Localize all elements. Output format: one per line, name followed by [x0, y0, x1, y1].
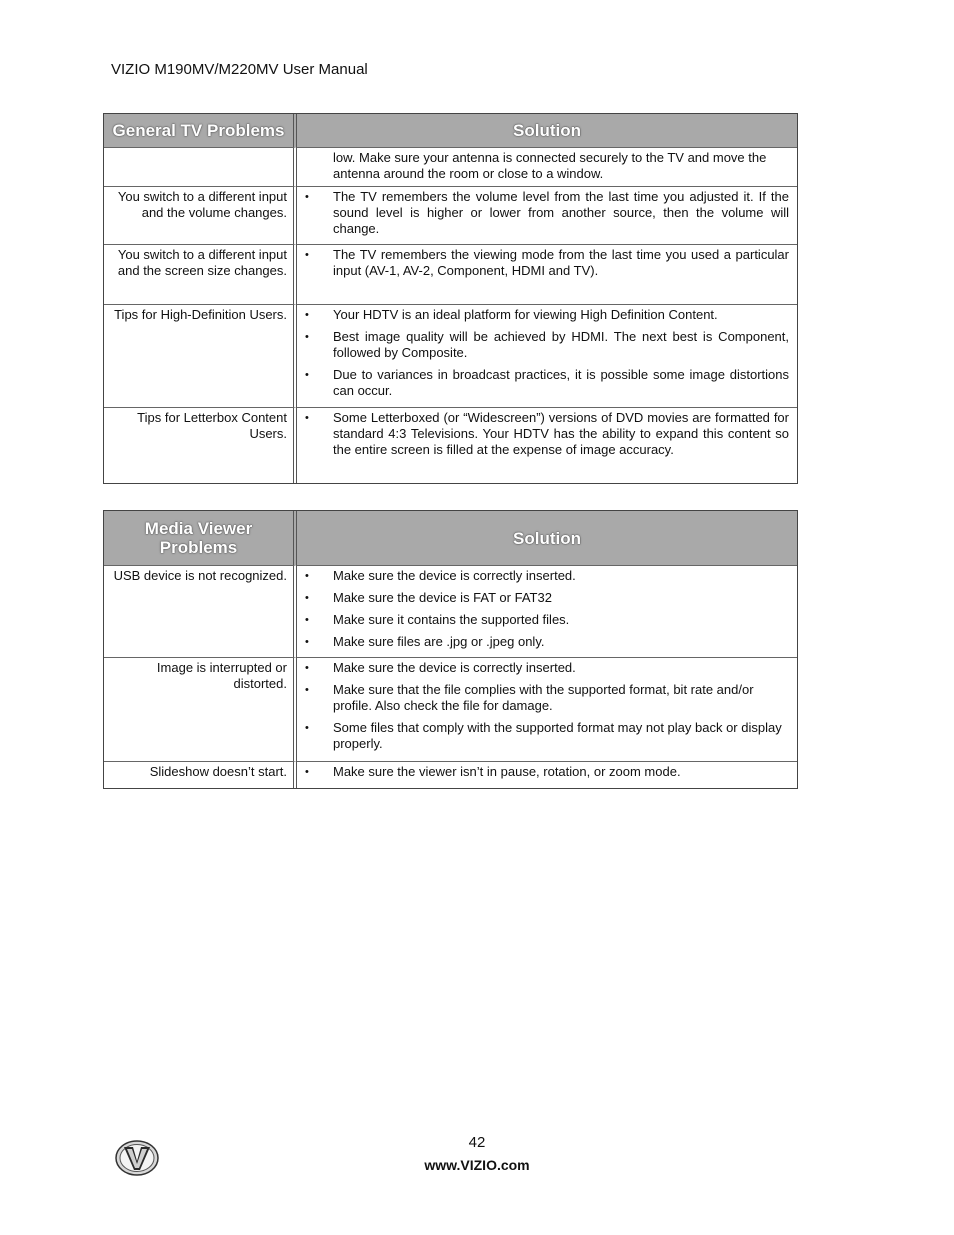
solution-item: • The TV remembers the viewing mode from the last time you used a particular input (AV-1, AV-2, Component, HDMI and TV). — [303, 247, 789, 279]
table-row — [104, 565, 797, 657]
solution-item: • Make sure the device is correctly inserted. — [303, 660, 789, 676]
solution-item: • Make sure files are .jpg or .jpeg only. — [303, 634, 789, 650]
solution-item: • Some files that comply with the supported format may not play back or display properly. — [303, 720, 789, 752]
solution-item: • Make sure the device is FAT or FAT32 — [303, 590, 789, 606]
problem-cell: USB device is not recognized. — [104, 565, 297, 657]
column-header-solution: Solution — [297, 511, 797, 565]
table-row — [104, 186, 797, 244]
solution-item: • Make sure the device is correctly inserted. — [303, 568, 789, 584]
column-header-problem: General TV Problems — [104, 114, 297, 147]
website-link[interactable]: www.VIZIO.com — [424, 1157, 530, 1173]
solution-cell — [297, 147, 797, 186]
column-header-problem — [104, 511, 297, 565]
solution-item: • Some Letterboxed (or “Widescreen”) versions of DVD movies are formatted for standard 4:3 Televisions. Your HDTV has the ability to expand this content so the entire screen is filled at the expense of image accuracy. — [303, 410, 789, 458]
solution-item: • Best image quality will be achieved by HDMI. The next best is Component, followed by Composite. — [303, 329, 789, 361]
column-header-problem-line2: Problems — [159, 538, 238, 557]
page-number: 42 — [468, 1134, 486, 1151]
solution-item: • Make sure it contains the supported files. — [303, 612, 789, 628]
problem-cell — [104, 147, 297, 186]
problem-cell: You switch to a different input and the volume changes. — [104, 186, 297, 244]
problem-cell: You switch to a different input and the screen size changes. — [104, 244, 297, 304]
solution-item: • The TV remembers the volume level from the last time you adjusted it. If the sound level is higher or lower from another source, then the volume will change. — [303, 189, 789, 237]
solution-cell — [297, 657, 797, 761]
page-header: VIZIO M190MV/M220MV User Manual — [111, 61, 368, 78]
problem-cell: Image is interrupted or distorted. — [104, 657, 297, 761]
solution-cell — [297, 304, 797, 407]
table-row — [104, 244, 797, 304]
table-row — [104, 407, 797, 483]
problem-cell: Tips for Letterbox Content Users. — [104, 407, 297, 483]
general-tv-problems-table — [103, 113, 798, 484]
media-viewer-problems-table — [103, 510, 798, 789]
solution-cell — [297, 244, 797, 304]
problem-cell: Slideshow doesn’t start. — [104, 761, 297, 788]
table-row — [104, 657, 797, 761]
table-row — [104, 761, 797, 788]
column-header-problem-line1: Media Viewer — [144, 519, 253, 538]
problem-cell: Tips for High-Definition Users. — [104, 304, 297, 407]
solution-cell — [297, 565, 797, 657]
solution-item: • Your HDTV is an ideal platform for viewing High Definition Content. — [303, 307, 789, 323]
solution-item: • Make sure the viewer isn’t in pause, rotation, or zoom mode. — [303, 764, 789, 780]
table-row — [104, 147, 797, 186]
solution-item: • Due to variances in broadcast practices, it is possible some image distortions can occur. — [303, 367, 789, 399]
solution-item: • Make sure that the file complies with the supported format, bit rate and/or profile. Also check the file for damage. — [303, 682, 789, 714]
solution-cell — [297, 761, 797, 788]
table-header-row — [104, 511, 797, 565]
continued-solution-text: low. Make sure your antenna is connected securely to the TV and move the antenna around the room or close to a window. — [333, 150, 767, 181]
solution-cell — [297, 186, 797, 244]
column-header-solution: Solution — [297, 114, 797, 147]
solution-cell — [297, 407, 797, 483]
table-row — [104, 304, 797, 407]
table-header-row — [104, 114, 797, 147]
